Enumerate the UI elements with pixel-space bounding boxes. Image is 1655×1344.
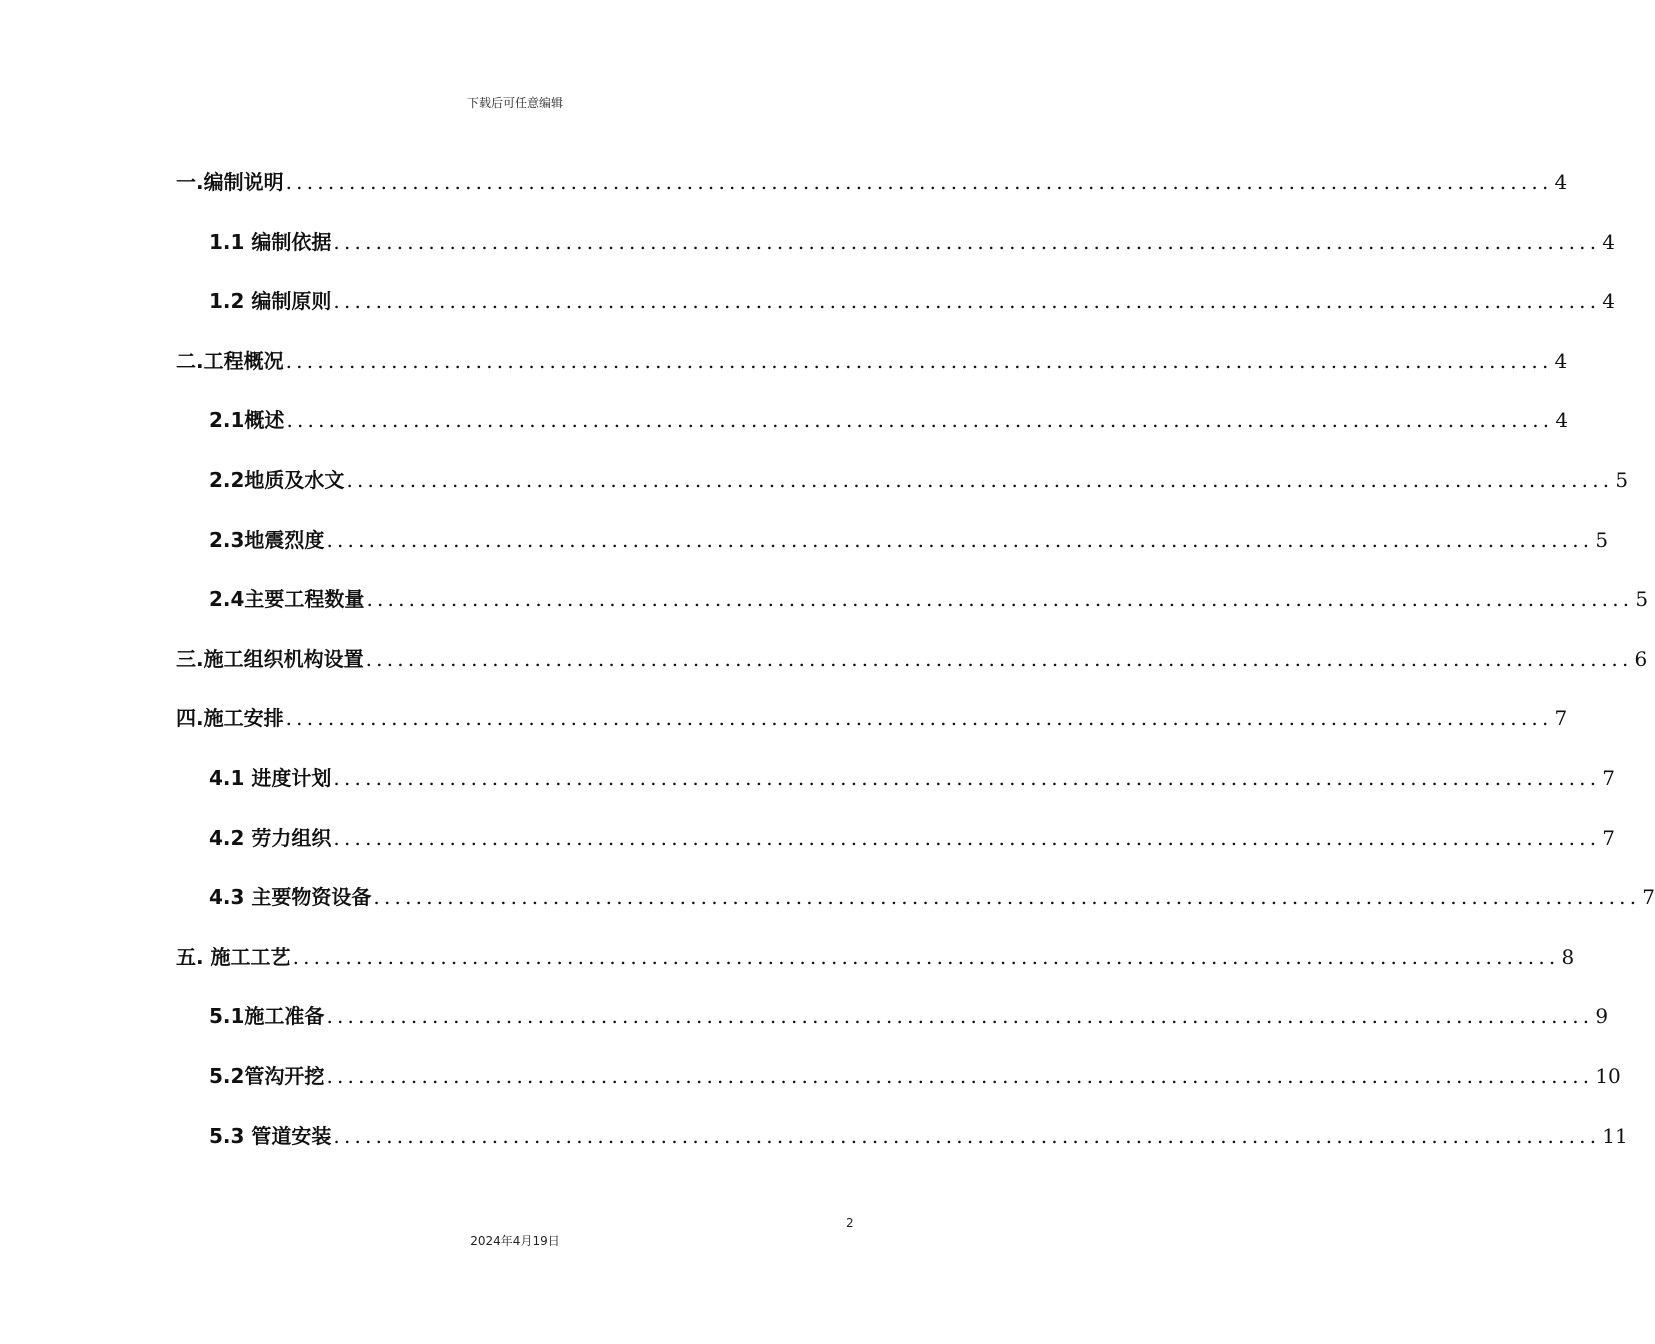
toc-entry-label: 四.施工安排 (176, 706, 284, 730)
toc-entry-label: 三.施工组织机构设置 (176, 647, 364, 671)
toc-entry[interactable] (176, 346, 1568, 376)
toc-dot-leader: ........................................................................................................................ (326, 1064, 1594, 1088)
toc-entry[interactable] (176, 167, 1568, 197)
toc-dot-leader: ........................................................................................................................ (333, 1124, 1601, 1148)
toc-entry[interactable] (209, 823, 1616, 853)
toc-entry[interactable] (209, 286, 1616, 316)
toc-dot-leader: ........................................................................................................................ (285, 349, 1553, 373)
toc-dot-leader: ........................................................................................................................ (373, 885, 1641, 909)
toc-dot-leader: ........................................................................................................................ (285, 170, 1553, 194)
toc-entry-label: 5.2管沟开挖 (209, 1064, 325, 1088)
toc-dot-leader: ........................................................................................................................ (326, 1004, 1594, 1028)
toc-entry-label: 2.2地质及水文 (209, 468, 345, 492)
toc-entry-label: 2.4主要工程数量 (209, 587, 365, 611)
page-number: 2 (846, 1216, 854, 1230)
toc-entry-page: 10 (1595, 1064, 1621, 1088)
toc-dot-leader: ........................................................................................................................ (333, 766, 1601, 790)
toc-entry[interactable] (209, 525, 1609, 555)
toc-entry-page: 4 (1554, 170, 1568, 194)
footer-date: 2024年4月19日 (470, 1234, 560, 1248)
toc-entry[interactable] (209, 405, 1569, 435)
toc-entry-label: 2.1概述 (209, 408, 285, 432)
toc-entry-label: 1.1 编制依据 (209, 230, 332, 254)
toc-entry-page: 4 (1602, 230, 1616, 254)
toc-dot-leader: ........................................................................................................................ (333, 826, 1601, 850)
toc-entry-label: 4.1 进度计划 (209, 766, 332, 790)
toc-dot-leader: ........................................................................................................................ (333, 230, 1601, 254)
toc-entry-label: 2.3地震烈度 (209, 528, 325, 552)
toc-entry-page: 4 (1555, 408, 1569, 432)
toc-entry-page: 9 (1595, 1004, 1609, 1028)
toc-dot-leader: ........................................................................................................................ (286, 408, 1554, 432)
toc-dot-leader: ........................................................................................................................ (285, 706, 1553, 730)
toc-dot-leader: ........................................................................................................................ (326, 528, 1594, 552)
toc-entry[interactable] (209, 882, 1655, 912)
toc-entry[interactable] (209, 465, 1629, 495)
toc-entry-page: 7 (1602, 766, 1616, 790)
toc-entry-page: 7 (1602, 826, 1616, 850)
toc-entry-page: 5 (1595, 528, 1609, 552)
toc-entry-page: 4 (1602, 289, 1616, 313)
toc-entry[interactable] (176, 703, 1568, 733)
toc-entry-label: 4.3 主要物资设备 (209, 885, 372, 909)
toc-entry-page: 5 (1615, 468, 1629, 492)
toc-entry-page: 7 (1642, 885, 1655, 909)
toc-entry-page: 6 (1634, 647, 1648, 671)
toc-entry[interactable] (209, 1061, 1621, 1091)
page-header: 下载后可任意编辑 (466, 96, 563, 110)
toc-entry-label: 4.2 劳力组织 (209, 826, 332, 850)
toc-dot-leader: ........................................................................................................................ (366, 587, 1634, 611)
toc-entry-page: 4 (1554, 349, 1568, 373)
toc-entry[interactable] (209, 763, 1616, 793)
toc-entry-label: 5.1施工准备 (209, 1004, 325, 1028)
toc-entry-page: 7 (1554, 706, 1568, 730)
toc-entry[interactable] (209, 1121, 1628, 1151)
toc-entry-page: 11 (1602, 1124, 1628, 1148)
toc-dot-leader: ........................................................................................................................ (365, 647, 1633, 671)
toc-entry[interactable] (209, 227, 1616, 257)
toc-dot-leader: ........................................................................................................................ (292, 945, 1560, 969)
toc-entry-label: 五. 施工工艺 (176, 945, 291, 969)
toc-entry-label: 二.工程概况 (176, 349, 284, 373)
toc-entry[interactable] (176, 644, 1648, 674)
toc-entry-label: 5.3 管道安装 (209, 1124, 332, 1148)
toc-entry-label: 1.2 编制原则 (209, 289, 332, 313)
toc-entry-page: 8 (1561, 945, 1575, 969)
toc-entry-label: 一.编制说明 (176, 170, 284, 194)
toc-entry-page: 5 (1635, 587, 1649, 611)
toc-dot-leader: ........................................................................................................................ (333, 289, 1601, 313)
toc-entry[interactable] (209, 1001, 1609, 1031)
toc-dot-leader: ........................................................................................................................ (346, 468, 1614, 492)
toc-entry[interactable] (176, 942, 1575, 972)
toc-entry[interactable] (209, 584, 1649, 614)
